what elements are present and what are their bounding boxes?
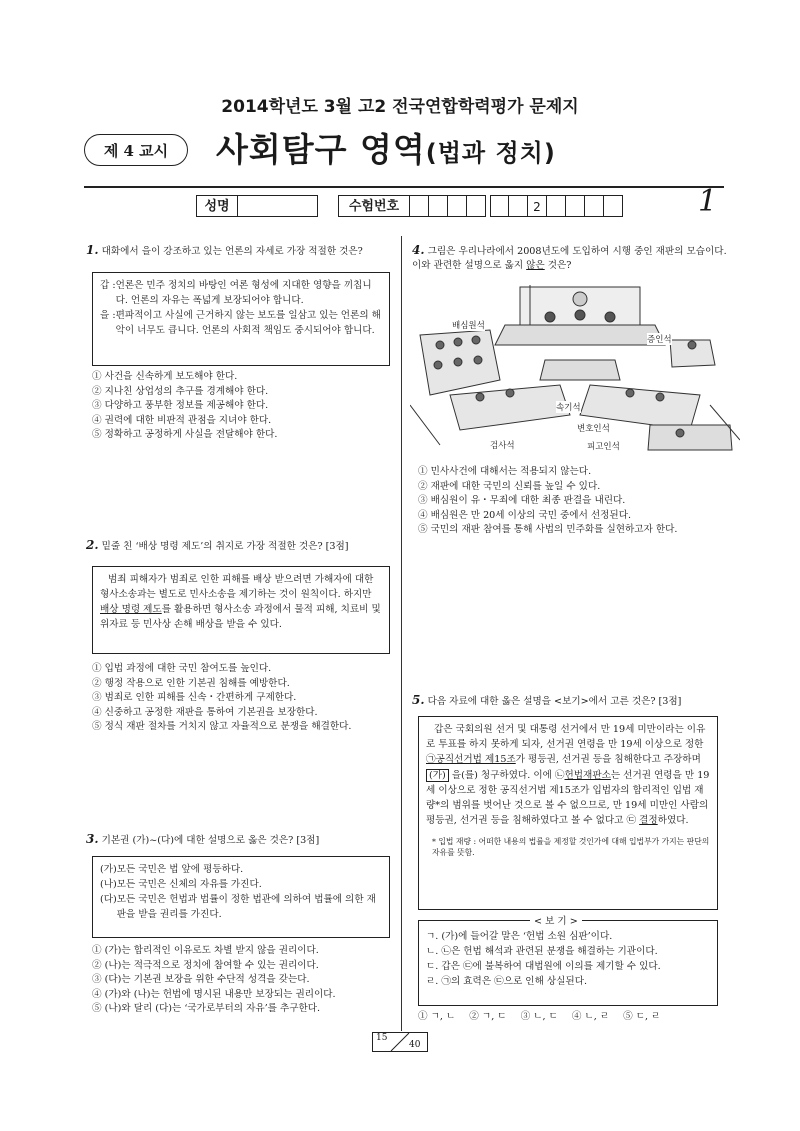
defense-label: 변호인석 <box>577 424 610 434</box>
dialogue-line: 갑 : 언론은 민주 정치의 바탕인 여론 형성에 지대한 영향을 끼칩니다. 언론의 자유는 폭넓게 보장되어야 합니다. <box>100 280 372 306</box>
question-text: 기본권 (가)~(다)에 대한 설명으로 옳은 것은? [3점] <box>101 835 320 846</box>
courtroom-drawing <box>410 285 740 455</box>
courtroom-illustration <box>410 285 740 455</box>
question-text: 다음 자료에 대한 옳은 설명을 <보기>에서 고른 것은? [3점] <box>427 696 682 707</box>
page-total: 40 <box>409 1040 421 1050</box>
question-number: 1. <box>86 243 99 257</box>
exam-number-label: 수험번호 <box>338 195 410 217</box>
exam-number-cell[interactable] <box>604 195 623 217</box>
bogi-item: ㄱ. (가)에 들어갈 말은 ‘헌법 소원 심판’이다. <box>426 931 613 942</box>
jury-label: 배심원석 <box>452 321 485 331</box>
header-divider <box>84 186 724 188</box>
answer-option[interactable]: ① ㄱ, ㄴ <box>418 1011 456 1022</box>
exam-number-cell[interactable] <box>547 195 566 217</box>
answer-option[interactable]: ② 지나친 상업성의 추구를 경계해야 한다. <box>92 385 269 397</box>
bogi-item: ㄴ. ㉡은 헌법 해석과 관련된 분쟁을 해결하는 기관이다. <box>426 946 658 957</box>
answer-option[interactable]: ③ 배심원이 유・무죄에 대한 최종 판결을 내린다. <box>418 495 626 507</box>
name-input-area[interactable] <box>238 195 318 217</box>
dialogue-line: 을 : 편파적이고 사실에 근거하지 않는 보도를 일삼고 있는 언론의 해악이 너무도 큽니다. 언론의 사회적 책임도 중시되어야 합니다. <box>100 310 381 336</box>
question-number: 2. <box>86 538 99 552</box>
answer-option[interactable]: ③ 범죄로 인한 피해를 신속・간편하게 구제한다. <box>92 692 297 704</box>
bogi-box <box>418 920 718 1006</box>
q3-options <box>92 944 392 1017</box>
answer-option[interactable]: ④ ㄴ, ㄹ <box>571 1011 610 1022</box>
subject-main: 사회탐구 영역 <box>216 130 426 169</box>
answer-option[interactable]: ④ 권력에 대한 비판적 관점을 지녀야 한다. <box>92 414 272 426</box>
answer-option[interactable]: ② (나)는 적극적으로 정치에 참여할 수 있는 권리이다. <box>92 959 319 971</box>
answer-option[interactable]: ③ 다양하고 풍부한 정보를 제공해야 한다. <box>92 400 269 412</box>
answer-option[interactable]: ① (가)는 합리적인 이유로도 차별 받지 않을 권리이다. <box>92 945 319 956</box>
exam-number-field <box>338 195 623 217</box>
q2-options <box>92 662 392 735</box>
case-passage-box: 갑은 국회의원 선거 및 대통령 선거에서 만 19세 미만이라는 이유로 투표를 하지 못하게 되자, 선거권 연령을 만 19세 이상으로 정한 ㉠공직선거법 제15조가 평등권, 선거권 등을 침해한다고 주장하며 (가) 을(를) 청구하였다. 이에 ㉡헌법재판소는 선거권 연령을 만 19세 이상으로 정한 공직선거법 제15조가 입법자의 합리적인 입법 재량*의 범위를 벗어난 것으로 볼 수 없으므로, 만 19세 미만인 사람의 평등권, 선거권 등을 침해하였다고 볼 수 없다고 ㉢ 결정하였다. * 입법 재량 : 어떠한 내용의 법률을 제정할 것인가에 대해 입법부가 가지는 판단의 자유를 뜻함. <box>418 716 718 910</box>
question-4: 4. 그림은 우리나라에서 2008년도에 도입하여 시행 중인 재판의 모습이다. 이와 관련한 설명으로 옳지 않은 것은? <box>412 243 727 271</box>
exam-number-cell[interactable] <box>429 195 448 217</box>
answer-option[interactable]: ⑤ ㄷ, ㄹ <box>623 1011 661 1022</box>
dialogue-box <box>92 272 390 366</box>
right-item: (가) 모든 국민은 법 앞에 평등하다. <box>100 864 244 875</box>
blank-ga: (가) <box>426 769 449 782</box>
answer-option[interactable]: ③ ㄴ, ㄷ <box>520 1011 558 1022</box>
answer-option[interactable]: ③ (다)는 기본권 보장을 위한 수단적 성격을 갖는다. <box>92 974 310 986</box>
right-item: (다) 모든 국민은 헌법과 법률이 정한 법관에 의하여 법률에 의한 재판을 받을 권리를 가진다. <box>100 894 376 920</box>
question-2 <box>86 538 392 554</box>
defendant-label: 피고인석 <box>587 442 620 452</box>
page-counter <box>372 1032 428 1052</box>
answer-option[interactable]: ⑤ 정식 재판 절차를 거치지 않고 자율적으로 분쟁을 해결한다. <box>92 721 352 733</box>
q4-options <box>418 465 738 538</box>
answer-option[interactable]: ② ㄱ, ㄷ <box>469 1011 507 1022</box>
exam-number-cell[interactable] <box>490 195 509 217</box>
answer-option[interactable]: ② 재판에 대한 국민의 신뢰를 높일 수 있다. <box>418 480 601 492</box>
bogi-title: < 보 기 > <box>530 913 582 927</box>
q5-answers <box>418 1010 738 1025</box>
question-5 <box>412 693 730 709</box>
question-1 <box>86 243 392 259</box>
answer-option[interactable]: ⑤ 정확하고 공정하게 사실을 전달해야 한다. <box>92 429 278 441</box>
page-current: 15 <box>376 1033 388 1043</box>
answer-option[interactable]: ① 입법 과정에 대한 국민 참여도를 높인다. <box>92 663 272 674</box>
exam-number-cell[interactable] <box>448 195 467 217</box>
exam-number-cell[interactable] <box>410 195 429 217</box>
question-text: 대화에서 을이 강조하고 있는 언론의 자세로 가장 적절한 것은? <box>101 246 363 257</box>
right-item: (나) 모든 국민은 신체의 자유를 가진다. <box>100 879 262 890</box>
question-text: 밑줄 친 ‘배상 명령 제도’의 취지로 가장 적절한 것은? [3점] <box>101 541 349 552</box>
subject-sub: (법과 정치) <box>425 139 556 167</box>
name-label: 성명 <box>196 195 238 217</box>
answer-option[interactable]: ① 사건을 신속하게 보도해야 한다. <box>92 371 238 382</box>
underlined-term: 배상 명령 제도 <box>100 604 162 615</box>
exam-number-cell[interactable] <box>467 195 486 217</box>
exam-number-cell[interactable] <box>566 195 585 217</box>
answer-option[interactable]: ① 민사사건에 대해서는 적용되지 않는다. <box>418 466 592 477</box>
answer-option[interactable]: ② 행정 작용으로 인한 기본권 침해를 예방한다. <box>92 677 290 689</box>
answer-option[interactable]: ④ 배심원은 만 20세 이상의 국민 중에서 선정된다. <box>418 509 632 521</box>
answer-option[interactable]: ④ (가)와 (나)는 헌법에 명시된 내용만 보장되는 권리이다. <box>92 988 336 1000</box>
rights-box <box>92 856 390 938</box>
subject-title <box>216 124 556 171</box>
q1-options <box>92 370 392 443</box>
answer-option[interactable]: ⑤ 국민의 재판 참여를 통해 사법의 민주화를 실현하고자 한다. <box>418 524 678 536</box>
exam-title: 2014학년도 3월 고2 전국연합학력평가 문제지 <box>221 97 579 117</box>
bogi-item: ㄷ. 갑은 ㉢에 불복하여 대법원에 이의를 제기할 수 있다. <box>426 961 661 972</box>
bogi-item: ㄹ. ㉠의 효력은 ㉢으로 인해 상실된다. <box>426 976 588 987</box>
question-number: 3. <box>86 832 99 846</box>
witness-label: 증인석 <box>647 335 672 345</box>
question-3 <box>86 832 392 848</box>
name-field <box>196 195 318 217</box>
passage-box: 범죄 피해자가 범죄로 인한 피해를 배상 받으려면 가해자에 대한 형사소송과는 별도로 민사소송을 제기하는 것이 원칙이다. 하지만 배상 명령 제도를 활용하면 형사소송 과정에서 물적 피해, 치료비 및 위자료 등 민사상 손해 배상을 받을 수 있다. <box>92 566 390 654</box>
footnote: * 입법 재량 : 어떠한 내용의 법률을 제정할 것인가에 대해 입법부가 가지는 판단의 자유를 뜻함. <box>432 837 710 858</box>
page-number: 1 <box>698 184 718 219</box>
question-text: 그림은 우리나라에서 2008년도에 도입하여 시행 중인 재판의 모습이다. 이와 관련한 설명으로 옳지 <box>412 246 727 271</box>
stenographer-label: 속기석 <box>556 403 581 413</box>
period-label: 제 4 교시 <box>84 134 188 166</box>
answer-option[interactable]: ⑤ (나)와 달리 (다)는 ‘국가로부터의 자유’를 추구한다. <box>92 1003 321 1015</box>
question-number: 5. <box>412 693 425 707</box>
exam-number-cell[interactable] <box>509 195 528 217</box>
answer-option[interactable]: ④ 신중하고 공정한 재판을 통하여 기본권을 보장한다. <box>92 706 318 718</box>
column-divider <box>401 236 402 1031</box>
prosecutor-label: 검사석 <box>490 441 515 451</box>
question-number: 4. <box>412 243 425 257</box>
exam-number-digit: 2 <box>528 195 547 217</box>
exam-number-cell[interactable] <box>585 195 604 217</box>
